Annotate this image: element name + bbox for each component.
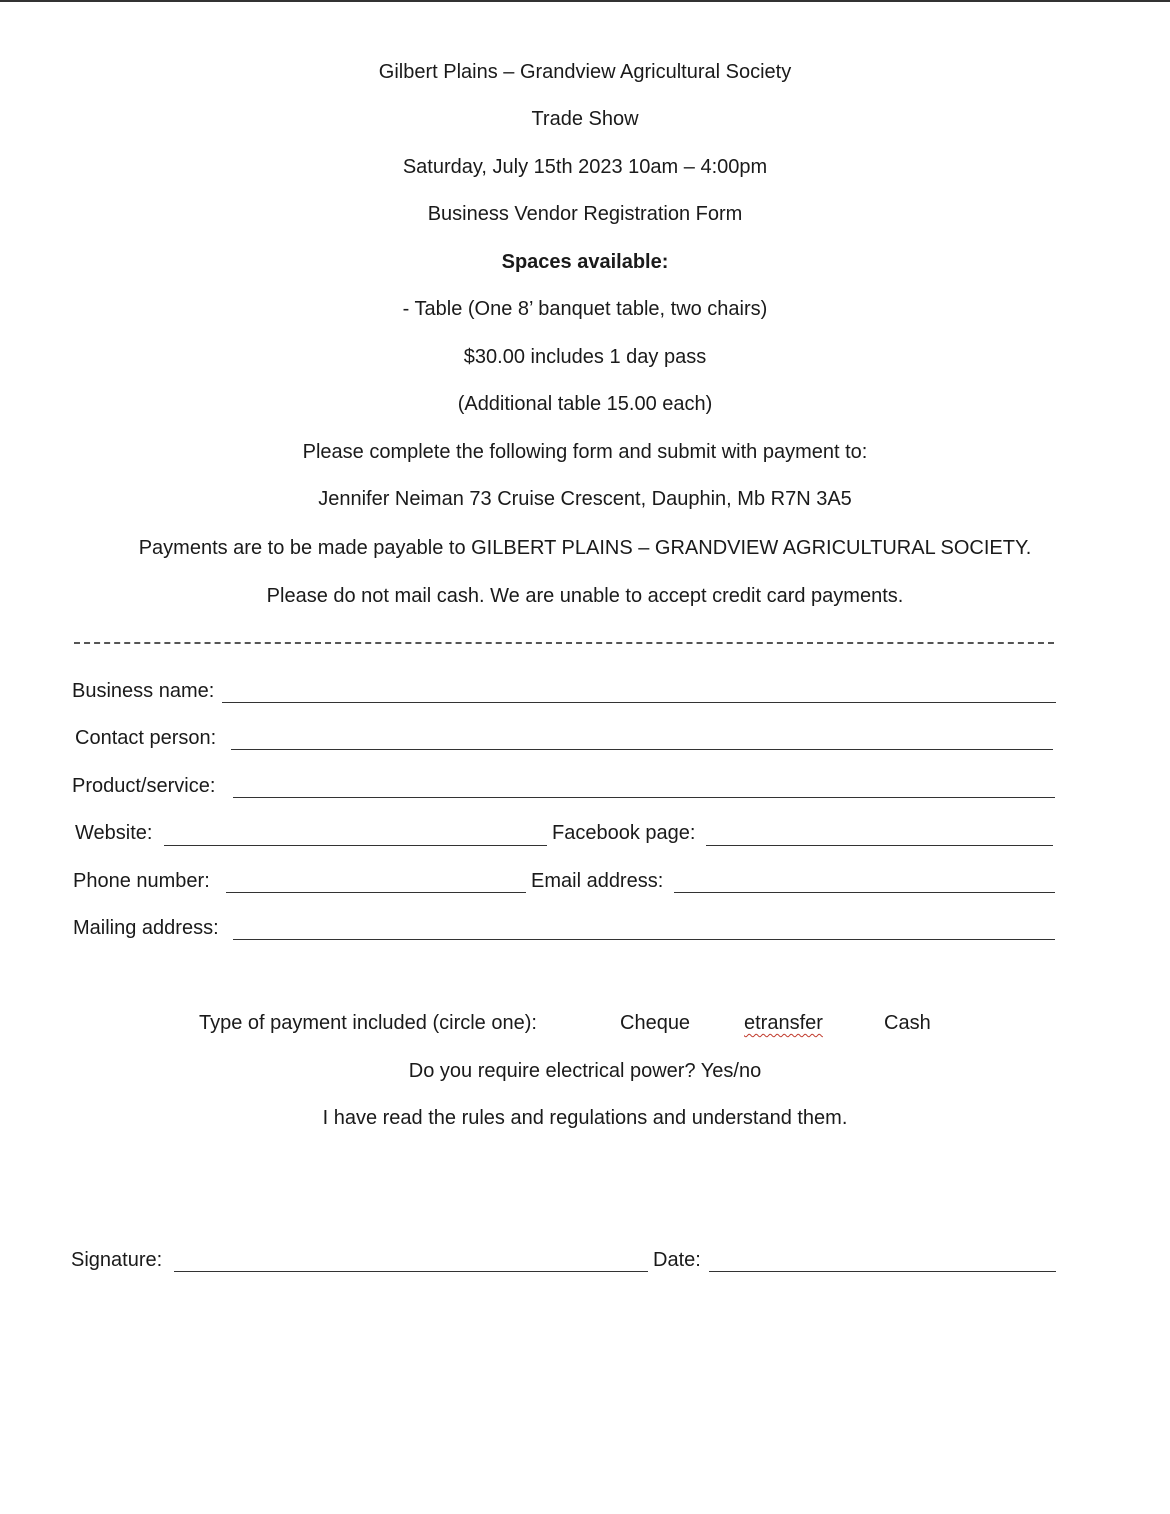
business-name-field[interactable] (222, 702, 1056, 703)
payment-option-cash[interactable]: Cash (884, 1012, 931, 1034)
website-label: Website: (75, 822, 153, 844)
payment-option-cheque[interactable]: Cheque (620, 1012, 691, 1034)
spaces-heading: Spaces available: (501, 251, 669, 273)
event-date-time: Saturday, July 15th 2023 10am – 4:00pm (402, 156, 768, 178)
business-name-label: Business name: (72, 680, 215, 702)
website-field[interactable] (164, 845, 547, 846)
mailing-address-field[interactable] (233, 939, 1055, 940)
org-title: Gilbert Plains – Grandview Agricultural Society (378, 61, 792, 83)
date-label: Date: (653, 1249, 701, 1271)
mailing-address-label: Mailing address: (73, 917, 219, 939)
payment-option-etransfer[interactable]: etransfer (744, 1012, 823, 1034)
contact-person-field[interactable] (231, 749, 1053, 750)
signature-label: Signature: (71, 1249, 163, 1271)
facebook-label: Facebook page: (552, 822, 696, 844)
mailing-address-text: Jennifer Neiman 73 Cruise Crescent, Dauphin, Mb R7N 3A5 (318, 488, 852, 510)
signature-field[interactable] (174, 1271, 648, 1272)
instructions-text: Please complete the following form and submit with payment to: (302, 441, 868, 463)
date-field[interactable] (709, 1271, 1056, 1272)
power-question: Do you require electrical power? Yes/no (408, 1060, 762, 1082)
facebook-field[interactable] (706, 845, 1053, 846)
email-label: Email address: (531, 870, 664, 892)
phone-label: Phone number: (73, 870, 210, 892)
product-service-field[interactable] (233, 797, 1055, 798)
contact-person-label: Contact person: (75, 727, 217, 749)
event-title: Trade Show (531, 108, 639, 130)
email-field[interactable] (674, 892, 1055, 893)
rules-statement: I have read the rules and regulations and understand them. (322, 1107, 848, 1129)
no-cash-text: Please do not mail cash. We are unable to accept credit card payments. (266, 585, 904, 607)
table-description: - Table (One 8’ banquet table, two chairs) (402, 298, 768, 320)
top-border (0, 0, 1170, 2)
payment-type-label: Type of payment included (circle one): (199, 1012, 537, 1034)
form-title: Business Vendor Registration Form (427, 203, 743, 225)
price-text: $30.00 includes 1 day pass (463, 346, 707, 368)
dashed-separator (74, 642, 1054, 644)
product-service-label: Product/service: (72, 775, 216, 797)
additional-table-text: (Additional table 15.00 each) (457, 393, 713, 415)
phone-field[interactable] (226, 892, 526, 893)
payable-text: Payments are to be made payable to GILBERT PLAINS – GRANDVIEW AGRICULTURAL SOCIETY. (138, 537, 1032, 559)
